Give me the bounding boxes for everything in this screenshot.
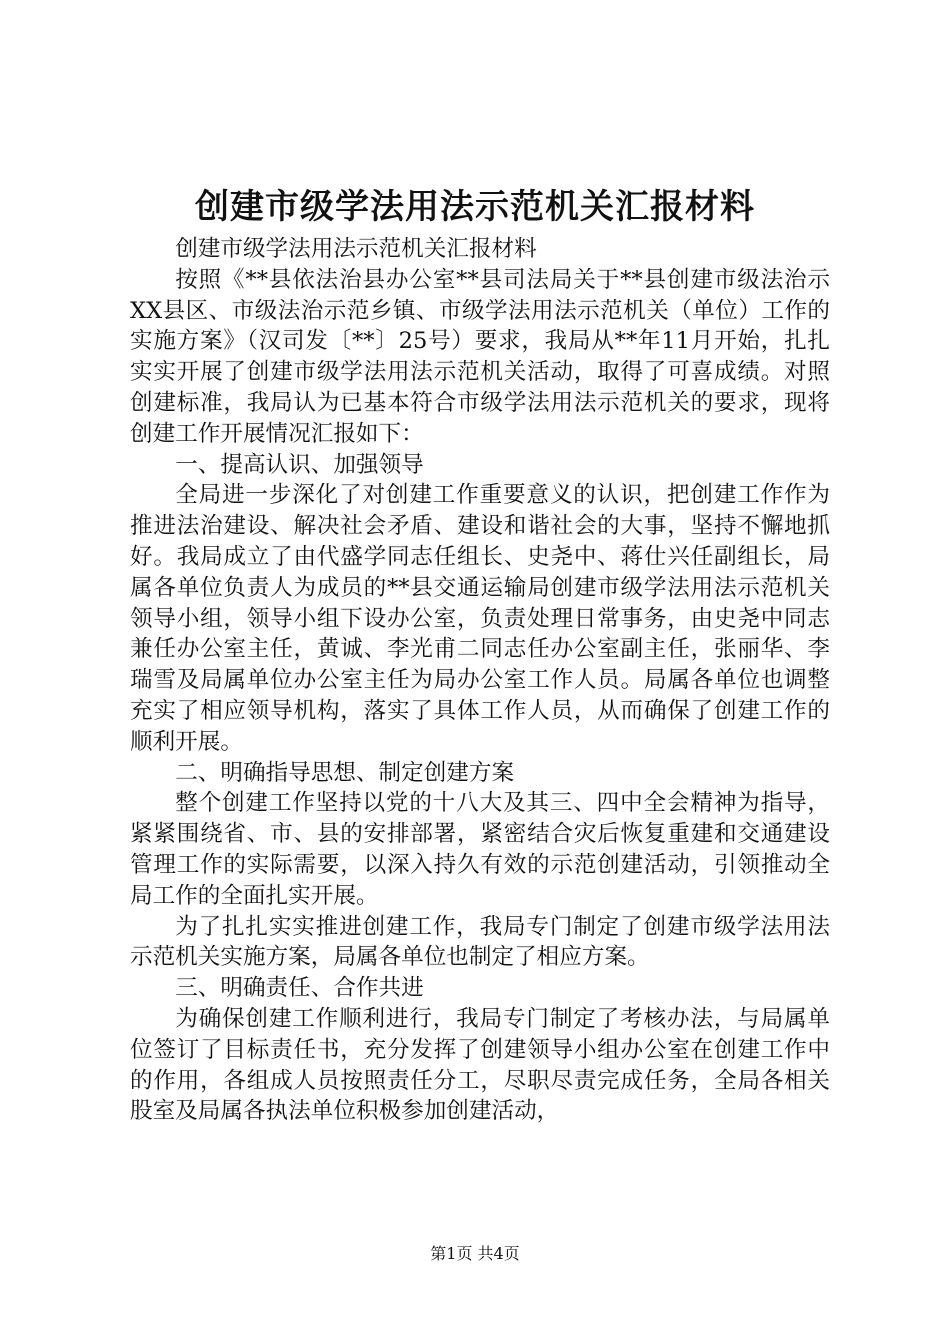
body-paragraph: 整个创建工作坚持以党的十八大及其三、四中全会精神为指导，紧紧围绕省、市、县的安排部署，紧密结合灾后恢复重建和交通建设管理工作的实际需要，以深入持久有效的示范创建活动，引领推动全局工作的全面扎实开展。 [130,790,830,909]
document-body [130,234,830,1127]
document-title: 创建市级学法用法示范机关汇报材料 [195,187,755,227]
body-paragraph: 全局进一步深化了对创建工作重要意义的认识，把创建工作作为推进法治建设、解决社会矛盾、建设和谐社会的大事，坚持不懈地抓好。我局成立了由代盛学同志任组长、史尧中、蒋仕兴任副组长，局属各单位负责人为成员的**县交通运输局创建市级学法用法示范机关领导小组，领导小组下设办公室，负责处理日常事务，由史尧中同志兼任办公室主任，黄诚、李光甫二同志任办公室副主任，张丽华、李瑞雪及局属单位办公室主任为局办公室工作人员。局属各单位也调整充实了相应领导机构，落实了具体工作人员，从而确保了创建工作的顺利开展。 [130,482,830,755]
section-heading-1: 一、提高认识、加强领导 [175,451,424,478]
intro-paragraph: 按照《**县依法治县办公室**县司法局关于**县创建市级法治示XX县区、市级法治示范乡镇、市级学法用法示范机关（单位）工作的实施方案》（汉司发〔**〕25号）要求，我局从**年11月开始，扎扎实实开展了创建市级学法用法示范机关活动，取得了可喜成绩。对照创建标准，我局认为已基本符合市级学法用法示范机关的要求，现将创建工作开展情况汇报如下： [130,266,830,447]
body-paragraph: 为了扎扎实实推进创建工作，我局专门制定了创建市级学法用法示范机关实施方案，局属各单位也制定了相应方案。 [130,913,830,971]
page-number-footer: 第1页 共4页 [430,1244,520,1263]
subtitle-paragraph: 创建市级学法用法示范机关汇报材料 [175,236,537,262]
body-paragraph: 为确保创建工作顺利进行，我局专门制定了考核办法，与局属单位签订了目标责任书，充分发挥了创建领导小组办公室在创建工作中的作用，各组成人员按照责任分工，尽职尽责完成任务，全局各相关股室及局属各执法单位积极参加创建活动， [130,1005,830,1125]
section-heading-3: 三、明确责任、合作共进 [175,975,424,1002]
section-heading-2: 二、明确指导思想、制定创建方案 [175,759,515,786]
